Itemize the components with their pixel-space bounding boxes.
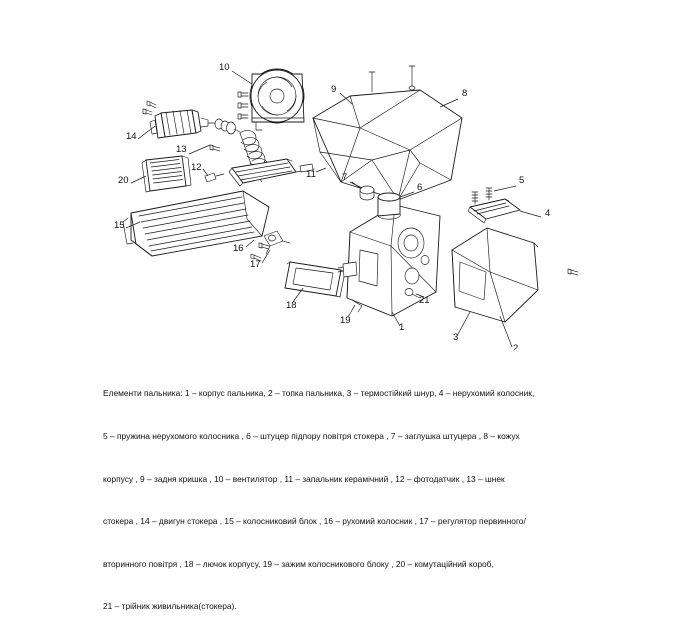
- part-hatch-cover: [285, 262, 345, 297]
- part-air-regulator: [264, 231, 290, 254]
- callout-9: 9: [331, 84, 337, 95]
- callout-6: 6: [417, 182, 423, 193]
- callout-2: 2: [513, 343, 519, 350]
- part-photo-sensor: [205, 173, 224, 182]
- callout-1: 1: [399, 322, 405, 333]
- callout-10: 10: [219, 62, 230, 73]
- callout-13: 13: [176, 144, 187, 155]
- part-stoker-motor: [143, 101, 208, 138]
- callout-20: 20: [118, 175, 129, 186]
- caption-line-2: 5 – пружина нерухомого колосника , 6 – штуцер підпору повітря стокера , 7 – заглушка штуцера , 8 – кожух: [103, 431, 520, 442]
- callout-11: 11: [306, 169, 316, 180]
- part-movable-grate: [229, 159, 296, 186]
- callout-8: 8: [462, 88, 468, 99]
- part-fan: [238, 69, 304, 130]
- caption-line-1: Елементи пальника: 1 – корпус пальника, 2 – топка пальника, 3 – термостійкий шнур, 4 – нерухомий колосник,: [103, 388, 535, 399]
- callout-19: 19: [340, 315, 351, 326]
- callout-15: 15: [114, 220, 125, 231]
- callout-17: 17: [250, 259, 261, 270]
- caption-line-6: 21 – трійник живильника(стокера).: [103, 601, 237, 612]
- callout-5: 5: [519, 175, 525, 186]
- caption-line-3: корпусу , 9 – задня кришка , 10 – вентилятор , 11 – запальник керамічний , 12 – фотодатчик , 13 – шнек: [103, 473, 505, 484]
- caption-line-4: стокера , 14 – двигун стокера , 15 – колосниковий блок , 16 – рухомий колосник , 17 – регулятор первинного/: [103, 516, 526, 527]
- part-grate-springs: [472, 188, 492, 204]
- callout-12: 12: [191, 162, 202, 173]
- callout-18: 18: [286, 300, 297, 311]
- callout-4: 4: [545, 208, 551, 219]
- callout-16: 16: [233, 243, 244, 254]
- part-firebox: [452, 228, 578, 322]
- caption-line-5: вторинного повітря , 18 – лючок корпусу, 19 – зажим колосникового блоку , 20 – комутаційний короб,: [103, 558, 494, 569]
- callout-3: 3: [453, 332, 459, 343]
- part-control-box: [142, 156, 191, 192]
- figure-caption: [103, 358, 603, 628]
- callout-7: 7: [342, 172, 348, 183]
- callout-14: 14: [126, 131, 137, 142]
- part-fixed-grate: [468, 199, 520, 223]
- callout-21: 21: [419, 295, 430, 306]
